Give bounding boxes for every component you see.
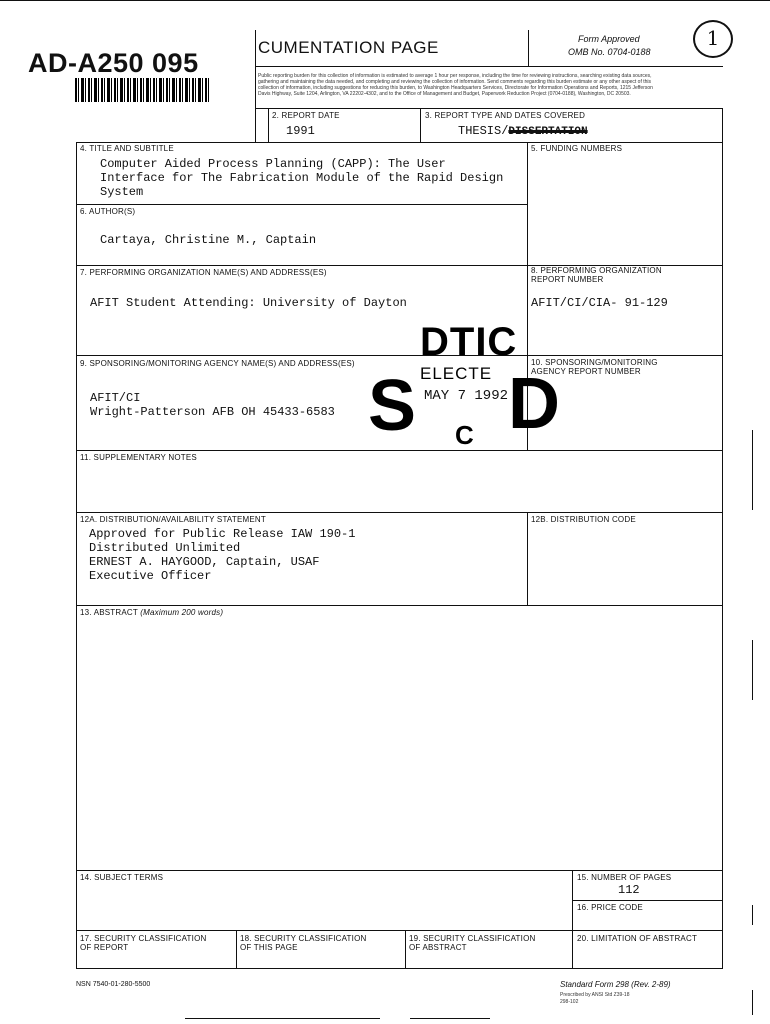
distribution-statement-value: Approved for Public Release IAW 190-1 Distributed Unlimited ERNEST A. HAYGOOD, Captain, USAF Executive Officer — [89, 527, 356, 583]
report-type-value — [458, 124, 588, 139]
rule — [420, 108, 421, 142]
title-value: Computer Aided Process Planning (CAPP): The User Interface for The Fabrication Module of the Rapid Design System — [100, 157, 504, 199]
report-date-value: 1991 — [286, 124, 315, 138]
rule — [255, 30, 256, 142]
form-code: 298-102 — [560, 999, 579, 1005]
report-type-label: 3. REPORT TYPE AND DATES COVERED — [425, 111, 586, 120]
rule — [572, 900, 723, 901]
burden-notice — [258, 73, 713, 97]
authors-label: 6. AUTHOR(S) — [80, 207, 136, 216]
performing-report-number-label: 8. PERFORMING ORGANIZATION REPORT NUMBER — [531, 266, 662, 284]
sponsoring-agency-label: 9. SPONSORING/MONITORING AGENCY NAME(S) AND ADDRESS(ES) — [80, 359, 355, 368]
rule — [76, 450, 723, 451]
nsn-number: NSN 7540-01-280-5500 — [76, 981, 151, 988]
barcode — [75, 78, 210, 102]
rule — [255, 108, 723, 109]
abstract-label — [80, 608, 223, 617]
rule — [76, 605, 723, 606]
rule — [527, 265, 528, 355]
rule — [572, 930, 573, 969]
limitation-abstract-label: 20. LIMITATION OF ABSTRACT — [577, 934, 698, 943]
rule — [76, 512, 723, 513]
distribution-code-label: 12B. DISTRIBUTION CODE — [531, 515, 636, 524]
report-date-label: 2. REPORT DATE — [272, 111, 340, 120]
rule — [76, 204, 527, 205]
report-type-struck: DISSERTATION — [508, 126, 588, 138]
scan-mark — [752, 430, 753, 510]
footer-rule — [410, 1018, 490, 1019]
rule — [722, 108, 723, 969]
dtic-stamp-title: DTIC — [420, 320, 518, 364]
dtic-stamp-electe: ELECTE — [420, 364, 493, 383]
prescribed-by: Prescribed by ANSI Std Z39-18 — [560, 992, 630, 998]
funding-numbers-label: 5. FUNDING NUMBERS — [531, 144, 623, 153]
authors-value: Cartaya, Christine M., Captain — [100, 233, 317, 247]
burden-line: gathering and maintaining the data needed, and completing and reviewing the collection of information. Send comments regarding this burden estimate or any other aspect of this — [258, 79, 652, 85]
performing-org-value: AFIT Student Attending: University of Dayton — [90, 296, 407, 310]
omb-number: OMB No. 0704-0188 — [568, 47, 651, 57]
performing-org-label: 7. PERFORMING ORGANIZATION NAME(S) AND ADDRESS(ES) — [80, 268, 327, 277]
number-of-pages-value: 112 — [618, 883, 640, 897]
rule — [527, 512, 528, 605]
scan-mark — [752, 990, 753, 1015]
burden-line: Davis Highway, Suite 1204, Arlington, VA 22202-4302, and to the Office of Management and Budget, Paperwork Reduction Project (0704-0188), Washington, DC 20503. — [258, 91, 631, 97]
accession-number: AD-A250 095 — [28, 48, 199, 78]
handwritten-number: 1 — [706, 26, 720, 50]
report-type-text: THESIS/ — [458, 124, 509, 138]
burden-line: Public reporting burden for this collection of information is estimated to average 1 hour per response, including the time for reviewing instructions, searching existing data sources, — [258, 73, 652, 79]
number-of-pages-label: 15. NUMBER OF PAGES — [577, 873, 672, 882]
rule — [76, 968, 723, 969]
abstract-label-text: 13. ABSTRACT — [80, 608, 138, 617]
classification-report-label: 17. SECURITY CLASSIFICATION OF REPORT — [80, 934, 207, 952]
dtic-stamp-date: MAY 7 1992 — [424, 388, 509, 404]
performing-report-number-value: AFIT/CI/CIA- 91-129 — [531, 296, 668, 310]
distribution-statement-label: 12A. DISTRIBUTION/AVAILABILITY STATEMENT — [80, 515, 266, 524]
rule — [268, 108, 269, 142]
standard-form: Standard Form 298 (Rev. 2-89) — [560, 980, 671, 989]
rule — [76, 142, 77, 969]
sponsoring-agency-value: AFIT/CI Wright-Patterson AFB OH 45433-6583 — [90, 391, 335, 419]
supplementary-notes-label: 11. SUPPLEMENTARY NOTES — [80, 453, 197, 462]
rule — [255, 66, 723, 67]
classification-abstract-label: 19. SECURITY CLASSIFICATION OF ABSTRACT — [409, 934, 536, 952]
sponsoring-report-number-label: 10. SPONSORING/MONITORING AGENCY REPORT NUMBER — [531, 358, 658, 376]
title-label: 4. TITLE AND SUBTITLE — [80, 144, 174, 153]
rule — [405, 930, 406, 969]
dtic-stamp-c-letter: C — [455, 420, 474, 450]
page-title: CUMENTATION PAGE — [258, 38, 439, 57]
burden-line: collection of information, including suggestions for reducing this burden, to Washington Headquarters Services, Directorate for Information Operations and Reports, 1215 Jefferson — [258, 85, 653, 91]
scan-mark — [752, 640, 753, 700]
classification-page-label: 18. SECURITY CLASSIFICATION OF THIS PAGE — [240, 934, 367, 952]
form-approved: Form Approved — [578, 34, 640, 44]
rule — [76, 355, 723, 356]
subject-terms-label: 14. SUBJECT TERMS — [80, 873, 164, 882]
footer-rule — [185, 1018, 380, 1019]
scan-mark — [752, 905, 753, 925]
top-rule — [0, 0, 770, 1]
rule — [527, 142, 528, 266]
abstract-label-note: (Maximum 200 words) — [140, 608, 224, 617]
dtic-stamp-s-letter: S — [368, 366, 417, 446]
rule — [76, 930, 723, 931]
rule — [528, 30, 529, 67]
price-code-label: 16. PRICE CODE — [577, 903, 643, 912]
rule — [236, 930, 237, 969]
handwritten-number-circle — [693, 20, 733, 58]
rule — [76, 142, 723, 143]
rule — [76, 870, 723, 871]
dtic-stamp-d-letter: D — [508, 364, 560, 444]
